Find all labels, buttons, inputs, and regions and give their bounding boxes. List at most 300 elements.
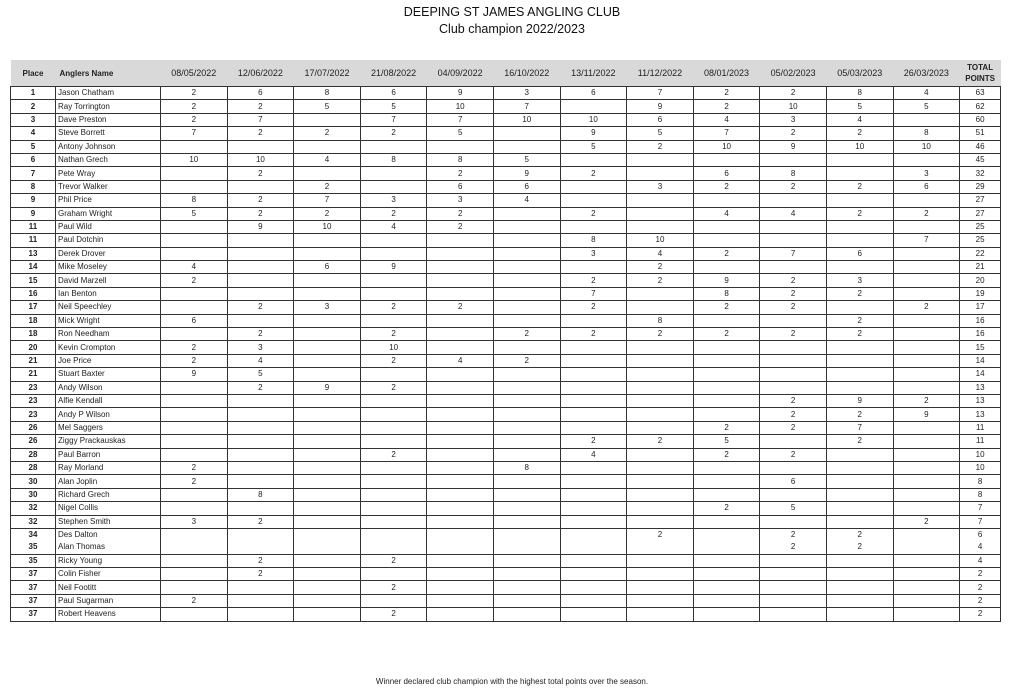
angler-name-cell: Andy P Wilson (56, 408, 161, 421)
score-cell (294, 475, 361, 488)
header-date: 21/08/2022 (360, 60, 427, 87)
place-cell: 26 (11, 435, 56, 448)
score-cell (294, 461, 361, 474)
score-cell (893, 435, 960, 448)
score-cell (760, 488, 827, 501)
score-cell (560, 354, 627, 367)
score-cell (493, 220, 560, 233)
place-cell: 8 (11, 180, 56, 193)
angler-name-cell: Kevin Crompton (56, 341, 161, 354)
score-cell: 2 (360, 354, 427, 367)
score-cell (227, 461, 294, 474)
place-cell: 11 (11, 220, 56, 233)
score-cell: 2 (826, 408, 893, 421)
table-row (11, 127, 1001, 140)
place-cell: 37 (11, 608, 56, 621)
score-cell (826, 448, 893, 461)
score-cell (493, 381, 560, 394)
score-cell (227, 234, 294, 247)
score-cell (693, 220, 760, 233)
score-cell (161, 608, 228, 621)
score-cell: 2 (227, 127, 294, 140)
place-cell: 23 (11, 381, 56, 394)
table-row (11, 100, 1001, 113)
score-cell: 2 (893, 301, 960, 314)
score-cell (161, 448, 228, 461)
footer-note: Winner declared club champion with the highest total points over the season. (375, 677, 649, 686)
score-cell (693, 194, 760, 207)
place-cell: 6 (11, 153, 56, 166)
score-cell (427, 341, 494, 354)
score-cell: 2 (760, 87, 827, 100)
score-cell (161, 301, 228, 314)
total-points-cell: 27 (960, 194, 1001, 207)
total-points-cell: 25 (960, 234, 1001, 247)
table-row (11, 247, 1001, 260)
score-cell: 2 (360, 207, 427, 220)
score-cell (760, 554, 827, 567)
score-cell (627, 341, 694, 354)
total-points-cell: 29 (960, 180, 1001, 193)
angler-name-cell: Alan Joplin (56, 475, 161, 488)
score-cell (427, 461, 494, 474)
score-cell: 2 (360, 381, 427, 394)
total-points-cell: 32 (960, 167, 1001, 180)
place-cell: 9 (11, 194, 56, 207)
score-cell: 5 (427, 127, 494, 140)
score-cell (693, 234, 760, 247)
score-cell: 2 (826, 435, 893, 448)
score-cell: 2 (693, 87, 760, 100)
score-cell: 3 (227, 341, 294, 354)
score-cell (360, 594, 427, 607)
score-cell (760, 368, 827, 381)
score-cell (227, 180, 294, 193)
header-total-line1: TOTAL (967, 63, 994, 72)
score-cell (560, 541, 627, 554)
score-cell: 2 (360, 448, 427, 461)
score-cell: 2 (227, 167, 294, 180)
angler-name-cell: Neil Footitt (56, 581, 161, 594)
score-cell: 8 (893, 127, 960, 140)
score-cell: 7 (627, 87, 694, 100)
score-cell (161, 581, 228, 594)
score-cell: 7 (427, 113, 494, 126)
score-cell (294, 247, 361, 260)
angler-name-cell: Richard Grech (56, 488, 161, 501)
score-cell (227, 274, 294, 287)
score-cell: 2 (360, 328, 427, 341)
score-cell (560, 314, 627, 327)
score-cell (560, 381, 627, 394)
score-cell: 2 (427, 207, 494, 220)
score-cell (627, 421, 694, 434)
total-points-cell: 11 (960, 435, 1001, 448)
score-cell (427, 608, 494, 621)
score-cell (760, 515, 827, 528)
angler-name-cell: Alfie Kendall (56, 394, 161, 407)
total-points-cell: 16 (960, 314, 1001, 327)
table-row (11, 207, 1001, 220)
total-points-cell: 13 (960, 394, 1001, 407)
score-cell (161, 247, 228, 260)
score-cell (560, 408, 627, 421)
score-cell (560, 220, 627, 233)
score-cell (693, 608, 760, 621)
header-place: Place (11, 60, 56, 87)
score-cell (161, 502, 228, 515)
score-cell (693, 528, 760, 541)
header-total-line2: POINTS (965, 74, 996, 83)
score-cell (227, 594, 294, 607)
angler-name-cell: Ray Torrington (56, 100, 161, 113)
score-cell (161, 167, 228, 180)
score-cell: 9 (427, 87, 494, 100)
score-cell (493, 502, 560, 515)
score-cell: 7 (360, 113, 427, 126)
score-cell: 3 (627, 180, 694, 193)
table-row (11, 408, 1001, 421)
score-cell (227, 408, 294, 421)
score-cell: 3 (760, 113, 827, 126)
angler-name-cell: Alan Thomas (56, 541, 161, 554)
score-cell (560, 461, 627, 474)
score-cell (760, 261, 827, 274)
score-cell: 2 (693, 100, 760, 113)
score-cell (294, 568, 361, 581)
score-cell (227, 502, 294, 515)
score-cell (627, 408, 694, 421)
score-cell (427, 435, 494, 448)
score-cell (427, 502, 494, 515)
score-cell: 7 (227, 113, 294, 126)
score-cell (227, 528, 294, 541)
score-cell (493, 581, 560, 594)
angler-name-cell: Ron Needham (56, 328, 161, 341)
score-cell (893, 287, 960, 300)
score-cell (560, 194, 627, 207)
score-cell: 2 (227, 568, 294, 581)
score-cell: 2 (427, 301, 494, 314)
score-cell: 2 (360, 301, 427, 314)
score-cell (826, 261, 893, 274)
score-cell (294, 435, 361, 448)
score-cell (493, 287, 560, 300)
score-cell: 2 (826, 207, 893, 220)
score-cell (161, 220, 228, 233)
score-cell (693, 261, 760, 274)
score-cell (560, 502, 627, 515)
total-points-cell: 25 (960, 220, 1001, 233)
place-cell: 23 (11, 394, 56, 407)
table-row (11, 502, 1001, 515)
score-cell: 2 (760, 328, 827, 341)
score-cell (893, 261, 960, 274)
total-points-cell: 14 (960, 368, 1001, 381)
score-cell (161, 554, 228, 567)
score-cell: 8 (760, 167, 827, 180)
score-cell (627, 448, 694, 461)
score-cell: 2 (227, 301, 294, 314)
score-cell (427, 394, 494, 407)
table-row (11, 488, 1001, 501)
score-cell (760, 461, 827, 474)
score-cell (627, 368, 694, 381)
score-cell: 9 (294, 381, 361, 394)
score-cell (427, 247, 494, 260)
score-cell (893, 608, 960, 621)
score-cell (627, 608, 694, 621)
score-cell: 9 (627, 100, 694, 113)
score-cell (893, 502, 960, 515)
score-cell: 9 (693, 274, 760, 287)
place-cell: 9 (11, 207, 56, 220)
score-cell (360, 274, 427, 287)
score-cell: 10 (427, 100, 494, 113)
score-cell (760, 581, 827, 594)
score-cell (161, 528, 228, 541)
score-cell (360, 368, 427, 381)
score-cell: 2 (627, 261, 694, 274)
score-cell: 8 (360, 153, 427, 166)
score-cell (493, 475, 560, 488)
table-row (11, 421, 1001, 434)
score-cell: 7 (493, 100, 560, 113)
score-cell: 2 (560, 435, 627, 448)
header-date: 11/12/2022 (627, 60, 694, 87)
header-date: 05/02/2023 (760, 60, 827, 87)
score-cell (294, 608, 361, 621)
score-cell: 2 (294, 207, 361, 220)
score-cell (493, 408, 560, 421)
total-points-cell: 16 (960, 328, 1001, 341)
total-points-cell: 51 (960, 127, 1001, 140)
score-cell (427, 568, 494, 581)
score-cell (627, 220, 694, 233)
score-cell (227, 475, 294, 488)
score-cell (493, 608, 560, 621)
score-cell: 2 (826, 541, 893, 554)
score-cell: 7 (560, 287, 627, 300)
score-cell: 2 (294, 180, 361, 193)
place-cell: 15 (11, 274, 56, 287)
angler-name-cell: Jason Chatham (56, 87, 161, 100)
score-cell (294, 314, 361, 327)
score-cell (560, 594, 627, 607)
score-cell: 2 (627, 328, 694, 341)
score-cell (227, 421, 294, 434)
total-points-cell: 8 (960, 488, 1001, 501)
score-cell (693, 515, 760, 528)
score-cell: 6 (826, 247, 893, 260)
score-cell: 2 (627, 274, 694, 287)
score-cell (760, 381, 827, 394)
score-cell (493, 488, 560, 501)
score-cell (427, 140, 494, 153)
score-cell (493, 568, 560, 581)
total-points-cell: 45 (960, 153, 1001, 166)
angler-name-cell: Antony Johnson (56, 140, 161, 153)
score-cell (826, 220, 893, 233)
score-cell (693, 368, 760, 381)
score-cell (493, 554, 560, 567)
score-cell (760, 234, 827, 247)
angler-name-cell: Colin Fisher (56, 568, 161, 581)
table-row (11, 274, 1001, 287)
place-cell: 18 (11, 328, 56, 341)
place-cell: 35 (11, 541, 56, 554)
score-cell: 9 (360, 261, 427, 274)
score-cell (760, 194, 827, 207)
score-cell (360, 167, 427, 180)
score-cell: 2 (826, 314, 893, 327)
score-cell (826, 594, 893, 607)
score-cell (826, 368, 893, 381)
header-total-points (960, 60, 1001, 87)
score-cell: 9 (826, 394, 893, 407)
score-cell: 6 (627, 113, 694, 126)
place-cell: 30 (11, 475, 56, 488)
score-cell (294, 421, 361, 434)
score-cell (360, 568, 427, 581)
angler-name-cell: Paul Dotchin (56, 234, 161, 247)
place-cell: 4 (11, 127, 56, 140)
score-cell (360, 180, 427, 193)
score-cell (760, 354, 827, 367)
score-cell (427, 515, 494, 528)
score-cell: 3 (493, 87, 560, 100)
score-cell (427, 448, 494, 461)
score-cell: 2 (227, 554, 294, 567)
score-cell: 3 (893, 167, 960, 180)
table-row (11, 220, 1001, 233)
score-cell (627, 475, 694, 488)
score-cell (693, 581, 760, 594)
score-cell: 2 (427, 220, 494, 233)
score-cell (161, 421, 228, 434)
score-cell (693, 554, 760, 567)
score-cell: 2 (560, 274, 627, 287)
score-cell (493, 247, 560, 260)
place-cell: 26 (11, 421, 56, 434)
score-cell (560, 581, 627, 594)
score-cell (893, 488, 960, 501)
score-cell (493, 261, 560, 274)
document-subtitle: Club champion 2022/2023 (439, 22, 585, 36)
score-cell (294, 581, 361, 594)
header-date: 16/10/2022 (493, 60, 560, 87)
score-cell: 6 (893, 180, 960, 193)
table-row (11, 594, 1001, 607)
angler-name-cell: Dave Preston (56, 113, 161, 126)
total-points-cell: 4 (960, 554, 1001, 567)
score-cell (693, 153, 760, 166)
score-cell (493, 594, 560, 607)
score-cell (693, 461, 760, 474)
score-cell (893, 341, 960, 354)
score-cell (693, 341, 760, 354)
angler-name-cell: David Marzell (56, 274, 161, 287)
angler-name-cell: Ian Benton (56, 287, 161, 300)
score-cell (427, 541, 494, 554)
score-cell: 2 (760, 408, 827, 421)
table-row (11, 581, 1001, 594)
score-cell (893, 381, 960, 394)
score-cell: 10 (826, 140, 893, 153)
score-cell: 9 (493, 167, 560, 180)
score-cell (560, 180, 627, 193)
score-cell (294, 488, 361, 501)
score-cell (760, 341, 827, 354)
total-points-cell: 10 (960, 461, 1001, 474)
score-cell (893, 113, 960, 126)
score-cell (760, 594, 827, 607)
score-cell: 2 (227, 194, 294, 207)
angler-name-cell: Neil Speechley (56, 301, 161, 314)
score-cell (893, 594, 960, 607)
score-cell (826, 475, 893, 488)
table-row (11, 261, 1001, 274)
score-cell: 2 (493, 354, 560, 367)
score-cell (227, 581, 294, 594)
total-points-cell: 14 (960, 354, 1001, 367)
header-date: 08/01/2023 (693, 60, 760, 87)
table-row (11, 341, 1001, 354)
score-cell: 6 (294, 261, 361, 274)
table-row (11, 568, 1001, 581)
score-cell (294, 113, 361, 126)
score-cell: 2 (760, 127, 827, 140)
score-cell: 10 (360, 341, 427, 354)
total-points-cell: 17 (960, 301, 1001, 314)
score-cell: 10 (493, 113, 560, 126)
score-cell: 2 (760, 180, 827, 193)
place-cell: 18 (11, 314, 56, 327)
score-cell: 2 (760, 394, 827, 407)
score-cell: 2 (826, 528, 893, 541)
score-cell (493, 207, 560, 220)
score-cell: 2 (161, 475, 228, 488)
score-cell (693, 314, 760, 327)
score-cell (294, 554, 361, 567)
score-cell: 2 (760, 448, 827, 461)
score-cell: 8 (427, 153, 494, 166)
score-cell: 9 (760, 140, 827, 153)
place-cell: 13 (11, 247, 56, 260)
score-cell (560, 475, 627, 488)
score-cell: 5 (693, 435, 760, 448)
score-cell (826, 461, 893, 474)
table-row (11, 180, 1001, 193)
score-cell: 7 (294, 194, 361, 207)
score-cell (493, 541, 560, 554)
score-cell (427, 314, 494, 327)
score-cell: 10 (627, 234, 694, 247)
score-cell (893, 421, 960, 434)
score-cell (227, 261, 294, 274)
total-points-cell: 13 (960, 408, 1001, 421)
place-cell: 16 (11, 287, 56, 300)
score-cell (627, 554, 694, 567)
score-cell (360, 287, 427, 300)
score-cell: 2 (427, 167, 494, 180)
place-cell: 1 (11, 87, 56, 100)
score-cell (627, 354, 694, 367)
place-cell: 35 (11, 554, 56, 567)
total-points-cell: 13 (960, 381, 1001, 394)
score-cell (294, 541, 361, 554)
angler-name-cell: Paul Barron (56, 448, 161, 461)
